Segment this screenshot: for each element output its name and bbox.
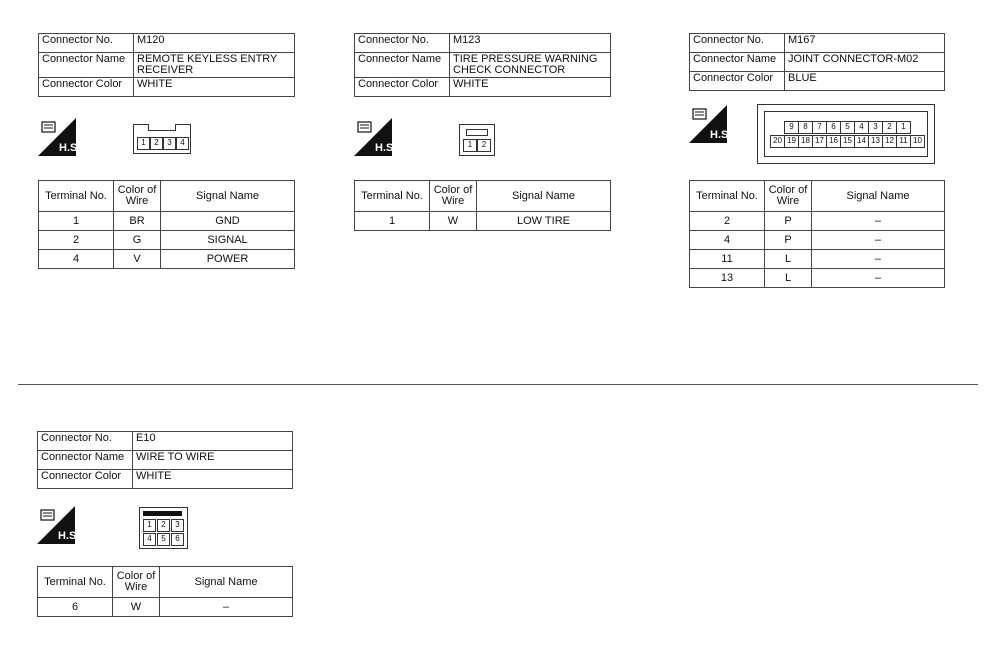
connector-name-line-1: TIRE PRESSURE WARNING	[453, 53, 598, 65]
pin-cell: 3	[171, 519, 184, 532]
table-row: 4 P –	[690, 231, 945, 250]
table-row: 2 P –	[690, 212, 945, 231]
connector-name-value	[134, 53, 295, 78]
pin-cell: 5	[840, 121, 855, 134]
connector-no-label: Connector No.	[39, 34, 134, 53]
pin-cell: 1	[137, 137, 150, 150]
section-divider	[18, 384, 978, 385]
pin-cell: 1	[463, 139, 477, 152]
col-signal: Signal Name	[161, 181, 295, 212]
hs-label: H.S.	[710, 129, 732, 141]
connector-color-label: Connector Color	[355, 78, 450, 97]
col-signal: Signal Name	[160, 567, 293, 598]
pin-cell: 20	[770, 135, 785, 148]
hs-label: H.S.	[59, 142, 81, 154]
connector-no-label: Connector No.	[38, 432, 133, 451]
connector-face-m120	[133, 124, 191, 154]
col-signal: Signal Name	[477, 181, 611, 212]
connector-m167	[689, 33, 945, 91]
terminal-table-m167-wrap	[689, 180, 945, 288]
pin-cell: 6	[171, 533, 184, 546]
col-signal: Signal Name	[812, 181, 945, 212]
connector-e10	[37, 431, 293, 489]
hs-label: H.S.	[58, 530, 80, 542]
connector-no-label: Connector No.	[355, 34, 450, 53]
pin-cell: 18	[798, 135, 813, 148]
table-row: 4 V POWER	[39, 250, 295, 269]
pin-cell: 5	[157, 533, 170, 546]
pin-cell: 13	[868, 135, 883, 148]
table-row: 11 L –	[690, 250, 945, 269]
connector-name-value: JOINT CONNECTOR-M02	[785, 53, 945, 72]
pin-cell: 9	[784, 121, 799, 134]
col-wire: Color of Wire	[765, 181, 812, 212]
connector-no-value: M120	[134, 34, 295, 53]
pin-cell: 8	[798, 121, 813, 134]
table-row: 13 L –	[690, 269, 945, 288]
pin-cell: 12	[882, 135, 897, 148]
connector-face-m167	[757, 104, 935, 164]
pin-cell: 2	[150, 137, 163, 150]
harness-side-icon	[37, 506, 80, 544]
pin-cell: 2	[157, 519, 170, 532]
pin-cell: 6	[826, 121, 841, 134]
terminal-table	[689, 180, 945, 288]
col-wire: Color of Wire	[430, 181, 477, 212]
connector-no-value: M167	[785, 34, 945, 53]
latch	[143, 511, 182, 516]
connector-name-value: WIRE TO WIRE	[133, 451, 293, 470]
terminal-table	[354, 180, 611, 231]
connector-color-value: WHITE	[133, 470, 293, 489]
col-terminal: Terminal No.	[690, 181, 765, 212]
pin-cell: 1	[143, 519, 156, 532]
terminal-table-e10-wrap	[37, 566, 293, 617]
connector-m123	[354, 33, 611, 97]
col-wire: Color of Wire	[114, 181, 161, 212]
pin-cell: 4	[143, 533, 156, 546]
pin-cell: 3	[868, 121, 883, 134]
connector-color-label: Connector Color	[38, 470, 133, 489]
pin-cell: 4	[176, 137, 189, 150]
latch	[466, 129, 488, 136]
harness-side-icon	[38, 118, 81, 156]
pin-cell: 16	[826, 135, 841, 148]
terminal-table-m123-wrap	[354, 180, 611, 231]
table-row: 6 W –	[38, 598, 293, 617]
pin-cell: 1	[896, 121, 911, 134]
pin-cell: 11	[896, 135, 911, 148]
connector-name-label: Connector Name	[690, 53, 785, 72]
connector-info-table	[689, 33, 945, 91]
col-terminal: Terminal No.	[355, 181, 430, 212]
connector-color-label: Connector Color	[690, 72, 785, 91]
connector-no-value: E10	[133, 432, 293, 451]
terminal-table-m120-wrap	[38, 180, 295, 269]
table-row: 1 BR GND	[39, 212, 295, 231]
connector-name-value	[450, 53, 611, 78]
connector-color-value: WHITE	[134, 78, 295, 97]
connector-name-label: Connector Name	[355, 53, 450, 78]
pin-cell: 14	[854, 135, 869, 148]
pin-cell: 10	[910, 135, 925, 148]
connector-name-label: Connector Name	[39, 53, 134, 78]
terminal-table	[37, 566, 293, 617]
connector-no-label: Connector No.	[690, 34, 785, 53]
connector-name-label: Connector Name	[38, 451, 133, 470]
connector-info-table	[37, 431, 293, 489]
connector-info-table	[354, 33, 611, 97]
pin-cell: 7	[812, 121, 827, 134]
pin-cell: 15	[840, 135, 855, 148]
connector-info-table	[38, 33, 295, 97]
col-wire: Color of Wire	[113, 567, 160, 598]
connector-color-value: BLUE	[785, 72, 945, 91]
pin-cell: 2	[882, 121, 897, 134]
pin-cell: 19	[784, 135, 799, 148]
pin-cell: 3	[163, 137, 176, 150]
pin-cell: 2	[477, 139, 491, 152]
connector-face-m123	[459, 124, 495, 156]
connector-name-line-1: REMOTE KEYLESS ENTRY	[137, 53, 278, 65]
table-row: 2 G SIGNAL	[39, 231, 295, 250]
connector-face-e10	[139, 507, 188, 549]
pin-cell: 4	[854, 121, 869, 134]
table-row: 1 W LOW TIRE	[355, 212, 611, 231]
col-terminal: Terminal No.	[38, 567, 113, 598]
latch	[148, 124, 176, 131]
connector-name-line-2: CHECK CONNECTOR	[453, 64, 566, 76]
hs-label: H.S.	[375, 142, 397, 154]
harness-side-icon	[689, 105, 732, 143]
pin-cell: 17	[812, 135, 827, 148]
connector-no-value: M123	[450, 34, 611, 53]
connector-color-label: Connector Color	[39, 78, 134, 97]
harness-side-icon	[354, 118, 397, 156]
connector-name-line-2: RECEIVER	[137, 64, 194, 76]
col-terminal: Terminal No.	[39, 181, 114, 212]
connector-inner	[764, 111, 928, 157]
connector-color-value: WHITE	[450, 78, 611, 97]
connector-m120	[38, 33, 295, 97]
terminal-table	[38, 180, 295, 269]
